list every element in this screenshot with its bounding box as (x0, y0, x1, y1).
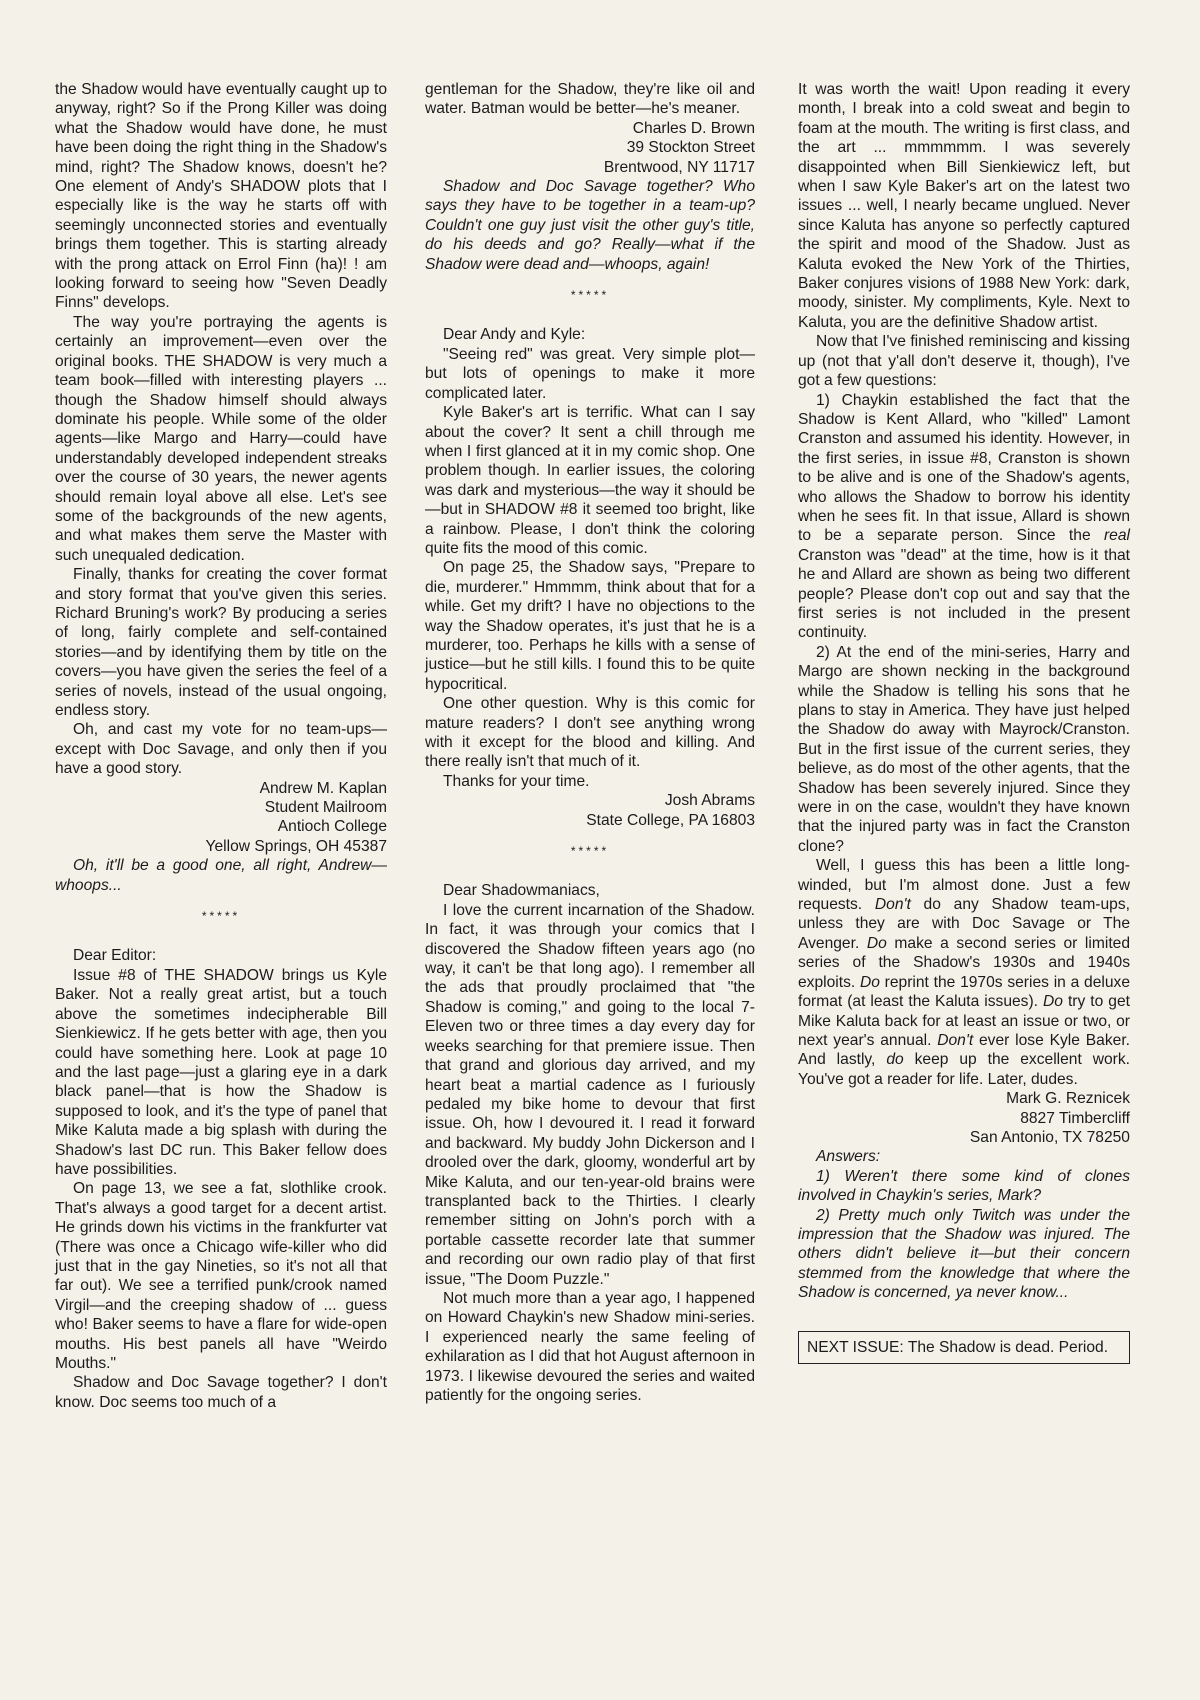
question-text: Cranston was "dead" at the time, how is it that he and Allard are shown as being two different people? Please don't cop out and say that the first series is not included in the present continuity. (798, 546, 1130, 642)
paragraph-text: ever lose Kyle Baker. And lastly, (798, 1031, 1130, 1069)
emphasis: Do (859, 973, 880, 991)
salutation: Dear Editor: (73, 947, 157, 965)
signature-address: Antioch College (277, 818, 387, 836)
signature-address: Yellow Springs, OH 45387 (205, 837, 387, 855)
emphasis: do (886, 1051, 904, 1069)
letter-paragraph: gentleman for the Shadow, they're like oil and water. Batman would be better—he's meaner. (425, 81, 755, 118)
letter-paragraph: the Shadow would have eventually caught up to anyway, right? So if the Prong Killer was doing what the Shadow would have done, he must have been doing the right thing in the Shadow's mind, right? The Shadow knows, doesn't he? One element of Andy's SHADOW plots that I especially like is the way he starts off with seemingly unconnected stories and eventually brings them together. This is starting already with the prong attack on Errol Finn (ha)! ! am looking forward to seeing how "Seven Deadly Finns" develops. (55, 81, 387, 312)
letter-paragraph: Now that I've finished reminiscing and kissing up (not that y'all don't deserve it, though), I've got a few questions: (798, 333, 1130, 390)
editor-reply: Oh, it'll be a good one, all right, Andrew—whoops... (55, 857, 387, 894)
emphasis: Don't (937, 1031, 974, 1049)
signature-name: Charles D. Brown (632, 119, 755, 137)
paragraph-text: try to get Mike Kaluta back for at least an issue or two, or next year's annual. (798, 993, 1130, 1049)
letter-paragraph: One other question. Why is this comic for mature readers? I don't see anything wrong with it except for the blood and killing. And there really isn't that much of it. (425, 695, 755, 771)
answer-paragraph: 2) Pretty much only Twitch was under the impression that the Shadow was injured. The others didn't believe it—but their concern stemmed from the knowledge that where the Shadow is concerned, ya never know... (798, 1206, 1130, 1302)
letter-paragraph: The way you're portraying the agents is certainly an improvement—even over the original books. THE SHADOW is very much a team book—filled with interesting players ... though the Shadow himself should always dominate his people. While some of the older agents—like Margo and Harry—could have understandably developed independent streaks over the course of 30 years, the newer agents should remain loyal above all else. Let's see some of the backgrounds of the new agents, and what makes them serve the Master with such unequaled dedication. (55, 313, 387, 564)
letter-paragraph: I love the current incarnation of the Shadow. In fact, it was through your comics that I discovered the Shadow fifteen years ago (no way, it can't be that long ago). I remember all the ads that proudly proclaimed that "the Shadow is coming," and going to the local 7-Eleven two or three times a day every day for weeks searching for that premiere issue. Then that grand and glorious day arrived, and my heart beat a martial cadence as I furiously pedaled my bike home to devour that first issue. Oh, how I devoured it. I read it forward and backward. My buddy John Dickerson and I drooled over the dark, gloomy, wonderful art by Mike Kaluta, and our ten-year-old brains were transplanted back to the Thirties. I clearly remember sitting on John's porch with a portable cassette recorder late that summer and recording our own radio play of that first issue, "The Doom Puzzle." (425, 901, 755, 1288)
salutation: Dear Shadowmaniacs, (443, 882, 600, 900)
salutation: Dear Andy and Kyle: (443, 326, 586, 344)
signature-address: San Antonio, TX 78250 (969, 1128, 1130, 1146)
signature-address: 39 Stockton Street (626, 139, 755, 157)
column-3 (798, 80, 1130, 1364)
emphasis: Don't (874, 896, 911, 914)
letter-paragraph: Issue #8 of THE SHADOW brings us Kyle Baker. Not a really great artist, but a touch above the sometimes indecipherable Bill Sienkiewicz. If he gets better with age, then you could have something here. Look at page 10 and the last page—just a glaring eye in a dark black panel—that is how the Shadow is supposed to look, and it's the type of panel that Mike Kaluta made a big splash with during the Shadow's last DC run. This Baker fellow does have possibilities. (55, 966, 387, 1178)
letter-paragraph: Shadow and Doc Savage together? I don't know. Doc seems too much of a (55, 1374, 387, 1411)
editor-reply: Shadow and Doc Savage together? Who says they have to be together in a team-up? Couldn't one guy just visit the other guy's title, do his deeds and go? Really—what if the Shadow were dead and—whoops, again! (425, 178, 755, 273)
signature-address: Student Mailroom (264, 799, 387, 817)
letter-paragraph: It was worth the wait! Upon reading it every month, I break into a cold sweat and begin to foam at the mouth. The writing is first class, and the art ... mmmmmm. I was severely disappointed when Bill Sienkiewicz left, but when I saw Kyle Baker's art on the latest two issues ... well, I nearly became unglued. Never since Kaluta has anyone so perfectly captured the spirit and mood of the Shadow. Just as Kaluta evoked the New York of the Thirties, Baker conjures visions of 1988 New York: dark, moody, sinister. My compliments, Kyle. Next to Kaluta, you are the definitive Shadow artist. (798, 81, 1130, 331)
signature-name: Andrew M. Kaplan (259, 779, 387, 797)
signature-block (798, 1089, 1130, 1147)
signature-block (425, 119, 755, 177)
emphasis: real (1103, 527, 1130, 545)
signature-address: Brentwood, NY 11717 (603, 158, 755, 176)
letter-paragraph: Thanks for your time. (443, 772, 590, 790)
signature-name: Josh Abrams (664, 792, 755, 810)
answer-paragraph: 1) Weren't there some kind of clones involved in Chaykin's series, Mark? (798, 1167, 1130, 1205)
paragraph-text: make a second series or limited series of the Shadow's 1930s and 1940s exploits. (798, 934, 1130, 991)
emphasis: Do (866, 934, 887, 952)
letter-paragraph: "Seeing red" was great. Very simple plot—but lots of openings to make it more complicated later. (425, 345, 755, 402)
letter-paragraph: Kyle Baker's art is terrific. What can I say about the cover? It sent a chill through me when I first glanced at it in my comic shop. One problem though. In earlier issues, the coloring was dark and mysterious—the way it should be—but in SHADOW #8 it seemed too bright, like a rainbow. Please, I don't think the coloring quite fits the mood of this comic. (425, 404, 755, 557)
letter-paragraph (798, 856, 1130, 1089)
column-2 (425, 80, 755, 1405)
letter-paragraph: Finally, thanks for creating the cover format and story format that you've given this series. Richard Bruning's work? By producing a series of long, fairly complete and self-contained stories—and by identifying them by title on the covers—you have given the series the feel of a series of novels, instead of the usual ongoing, endless story. (55, 566, 387, 719)
letter-paragraph: On page 13, we see a fat, slothlike crook. That's always a good target for a decent artist. He grinds down his victims in the frankfurter vat (There was once a Chicago wife-killer who did just that in the gay Nineties, so it's not all that far out). We see a terrified punk/crook named Virgil—and the creeping shadow of ... guess who! Baker seems to have a flare for wide-open mouths. His best panels all have "Weirdo Mouths." (55, 1180, 387, 1372)
separator-stars: ***** (201, 909, 241, 924)
question-paragraph (798, 391, 1130, 643)
letter-paragraph: Oh, and cast my vote for no team-ups—except with Doc Savage, and only then if you have a good story. (55, 721, 387, 778)
answers-label: Answers: (816, 1148, 881, 1166)
paragraph-text: keep up the excellent work. You've got a reader for life. Later, dudes. (798, 1051, 1130, 1088)
letter-paragraph: Not much more than a year ago, I happened on Howard Chaykin's new Shadow mini-series. I experienced nearly the same feeling of exhilaration as I did that hot August afternoon in 1973. I likewise devoured the series and waited patiently for the ongoing series. (425, 1289, 755, 1404)
question-paragraph: 2) At the end of the mini-series, Harry and Margo are shown necking in the background while the Shadow is telling his sons that he plans to stay in America. They have just helped the Shadow do away with Mayrock/Cranston. But in the first issue of the current series, they believe, as do most of the other agents, that the Shadow has been severely injured. Since they were in on the case, wouldn't they have known that the injured party was in fact the Cranston clone? (798, 643, 1130, 855)
question-text: 1) Chaykin established the fact that the Shadow is Kent Allard, who "killed" Lamont Cranston and assumed his identity. However, in the first series, in issue #8, Cranston is shown to be alive and is one of the Shadow's agents, who allows the Shadow to borrow his identity when he sees fit. In that issue, Allard is shown to be a separate person. Since the (798, 391, 1130, 545)
column-1 (55, 80, 387, 1412)
letter-paragraph: On page 25, the Shadow says, "Prepare to die, murderer." Hmmmm, think about that for a while. Get my drift? I have no objections to the way the Shadow operates, it's just that he is a murderer, too. Perhaps he kills with a sense of justice—but he still kills. I found this to be quite hypocritical. (425, 559, 755, 693)
signature-address: 8827 Timbercliff (1020, 1109, 1130, 1127)
paragraph-text: Well, I guess this has been a little long-winded, but I'm almost done. Just a few requests. (798, 857, 1130, 914)
separator-stars: ***** (570, 288, 610, 303)
paragraph-text: reprint the 1970s series in a deluxe format (at least the Kaluta issues). (798, 973, 1130, 1011)
next-issue-box: NEXT ISSUE: The Shadow is dead. Period. (798, 1331, 1130, 1364)
emphasis: Do (1043, 993, 1063, 1011)
signature-block (55, 779, 387, 857)
paragraph-text: do any Shadow team-ups, unless they are with Doc Savage or The Avenger. (798, 896, 1130, 952)
separator-stars: ***** (570, 844, 610, 859)
signature-address: State College, PA 16803 (586, 811, 755, 829)
signature-block (425, 791, 755, 830)
signature-name: Mark G. Reznicek (1006, 1090, 1130, 1108)
